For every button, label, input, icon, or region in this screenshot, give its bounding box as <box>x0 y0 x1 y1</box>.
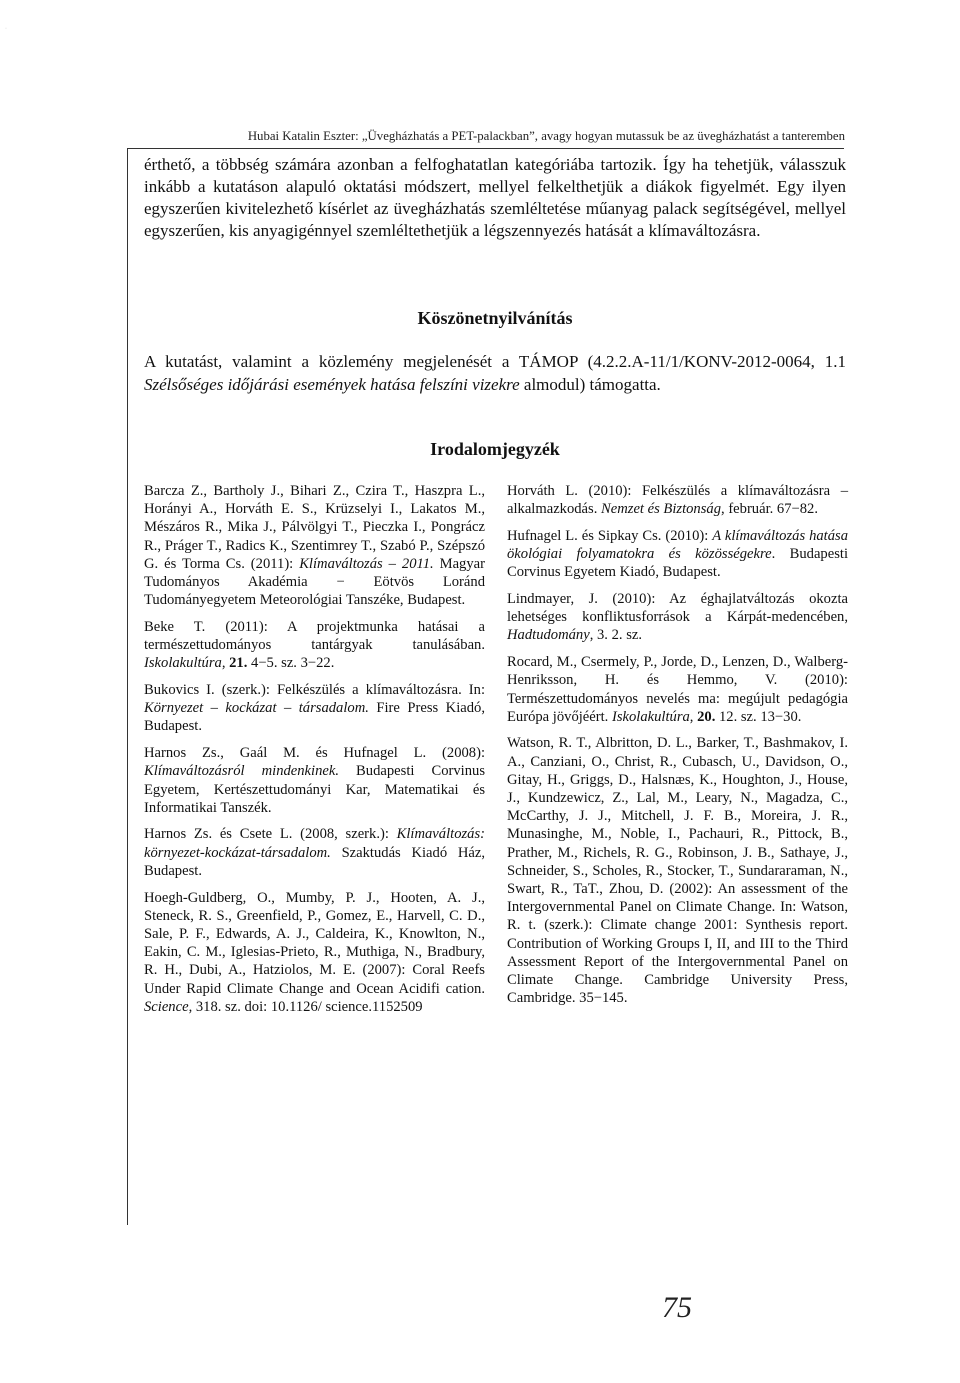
ref-text: Watson, R. T., Albritton, D. L., Barker, T., Bashmakov, I. A., Canziani, O., Christ, R., Cubasch, U., Davidson, O., Gitay, H., Griggs, D., Halsnæs, K., Houghton, J., House, J., Kundzewicz, Z., Lal, M., Leary, N., Magadza, C., McCarthy, J. J., Mitchell, J. F. B., Moreira, J. R., Munasinghe, M., Noble, I., Pachauri, R., Pittock, B., Prather, M., Richels, R. G., Robinson, J. B., Sathaye, J., Schneider, S., Scholes, R., Stocker, T., Sundararaman, N., Swart, R., TaT., Zhou, D. (2002): An assessment of the Intergovernmental Panel on Climate Change. In: Watson, R. t. (szerk.): Climate change 2001: Synthesis report. Contribution of Working Groups I, II, and III to the Third Assessment Report of the Intergovernmental Panel on Climate Change. Cambridge University Press, Cambridge. 35−145. <box>507 735 848 1007</box>
ref-text: Barcza Z., Bartholy J., Bihari Z., Czira T., Haszpra L., Horányi A., Horváth E. S., Krüzselyi I., Lakatos M., Mészáros R., Mika J., Pálvölgyi T., Pieczka I., Pongrácz R., Práger T., Radics K., Szentimrey T., Szabó P., Szépszó G. és Torma Cs. (2011): <box>144 483 485 572</box>
ref-text: Hufnagel L. és Sipkay Cs. (2010): <box>507 527 713 544</box>
ref-text: Bukovics I. (szerk.): Felkészülés a klímaváltozásra. In: <box>144 682 485 699</box>
ref-journal-italic: Iskolakultúra <box>144 655 222 672</box>
reference-item <box>144 482 485 609</box>
references-right-column <box>507 482 848 1016</box>
ref-text: Magyar Tudományos Akadémia − Eötvös Loránd Tudományegyetem Meteorológiai Tanszéke, Budapest. <box>144 555 485 609</box>
ref-journal-italic: Iskolakultúra <box>611 708 690 725</box>
reference-item <box>144 744 485 817</box>
ref-text: Hoegh-Guldberg, O., Mumby, P. J., Hooten, A. J., Steneck, R. S., Greenfield, P., Gomez, E., Harvell, C. D., Sale, P. F., Edwards, A. J., Caldeira, K., Knowlton, N., Eakin, C. M., Iglesias-Prieto, R., Muthiga, N., Bradbury, R. H., Dubi, A., Hatziolos, M. E. (2007): Coral Reefs Under Rapid Climate Change and Ocean Acidifi cation. <box>144 889 485 997</box>
ref-journal-italic: Nemzet és Biztonság <box>601 501 722 518</box>
ack-text-start: A kutatást, valamint a közlemény megjelenését a TÁMOP (4.2.2.A-11/1/KONV-2012-0064, 1.1 <box>144 352 846 371</box>
reference-item <box>507 527 848 582</box>
ref-text: , 318. sz. doi: 10.1126/ science.1152509 <box>188 998 423 1015</box>
reference-item <box>507 482 848 518</box>
acknowledgement-title: Köszönetnyilvánítás <box>417 308 573 328</box>
ref-title-italic: Klímaváltozásról mindenkinek. <box>144 763 339 780</box>
reference-item <box>507 653 848 726</box>
ref-text: Beke T. (2011): A projektmunka hatásai a természettudományos tantárgyak tanulásában. <box>144 618 485 654</box>
ref-text: Fire Press Kiadó, Budapest. <box>144 700 485 735</box>
ref-title-italic: Klímaváltozás: környezet-kockázat-társadalom. <box>144 826 485 861</box>
reference-item <box>144 681 485 736</box>
corner-mark: · <box>5 26 7 32</box>
ack-text-end: almodul) támogatta. <box>519 375 661 394</box>
ref-text: Rocard, M., Csermely, P., Jorde, D., Lenzen, D., Walberg-Henriksson, H. és Hemmo, V. (2010): Természettudományos nevelés ma: megújult pedagógia Európa jövőjéért. <box>507 654 848 725</box>
reference-item <box>144 825 485 880</box>
ref-text: , február. 67−82. <box>721 501 818 518</box>
ref-text: Harnos Zs. és Csete L. (2008, szerk.): <box>144 826 397 843</box>
ref-volume-bold: 21. <box>225 655 248 672</box>
reference-item <box>507 590 848 645</box>
ref-title-italic: Klímaváltozás – 2011. <box>299 555 434 572</box>
margin-rule <box>127 148 128 1225</box>
intro-paragraph: érthető, a többség számára azonban a felfoghatatlan kategóriába tartozik. Így ha tehetjük, válasszuk inkább a kutatáson alapuló oktatási módszert, mellyel felkelthetjük a diákok figyelmét. Egy ilyen egyszerűen kivitelezhető kísérlet az üvegházhatás szemléltetése műanyag palack segítségével, mellyel egyszerűen, kis anyagigénnyel szemléltethetjük a légszennyezés hatását a klímaváltozásra. <box>144 155 846 240</box>
ref-text: Budapesti Corvinus Egyetem, Kertészettudományi Kar, Matematikai és Informatikai Tanszék. <box>144 763 485 816</box>
reference-item <box>507 734 848 1007</box>
ref-text: Horváth L. (2010): Felkészülés a klímaváltozásra – alkalmazkodás. <box>507 483 848 518</box>
ref-journal-italic: Science <box>144 998 189 1015</box>
reference-item <box>144 618 485 673</box>
ref-journal-italic: Hadtudomány <box>507 627 590 644</box>
ref-volume-bold: 20. <box>693 708 716 725</box>
ref-text: , <box>689 708 694 725</box>
ref-text: 12. sz. 13−30. <box>715 708 802 725</box>
ref-title-italic: Környezet – kockázat – társadalom. <box>144 700 369 717</box>
ref-text: Lindmayer, J. (2010): Az éghajlatváltozás okozta lehetséges konfliktusforrások a Kárpát-medencében, <box>507 591 848 626</box>
acknowledgement-paragraph <box>144 350 846 396</box>
ack-project-title: Szélsőséges időjárási események hatása felszíni vizekre <box>144 375 520 394</box>
running-header: Hubai Katalin Eszter: „Üvegházhatás a PET-palackban”, avagy hogyan mutassuk be az üvegházhatást a tanteremben <box>247 129 845 143</box>
ref-text: 4−5. sz. 3−22. <box>247 655 335 672</box>
header-rule <box>127 148 844 149</box>
ref-title-italic: A klímaváltozás hatása ökológiai folyamatokra és közösségekre <box>507 527 848 563</box>
ref-text: , <box>221 655 226 672</box>
ref-text: Harnos Zs., Gaál M. és Hufnagel L. (2008): <box>144 745 485 762</box>
page-number: 75 <box>662 1291 692 1324</box>
reference-item <box>144 889 485 1016</box>
ref-text: Szaktudás Kiadó Ház, Budapest. <box>144 844 485 879</box>
ref-text: , 3. 2. sz. <box>589 627 642 644</box>
references-title: Irodalomjegyzék <box>430 439 560 459</box>
references-left-column <box>144 482 485 1024</box>
ref-text: . Budapesti Corvinus Egyetem Kiadó, Budapest. <box>507 546 848 581</box>
